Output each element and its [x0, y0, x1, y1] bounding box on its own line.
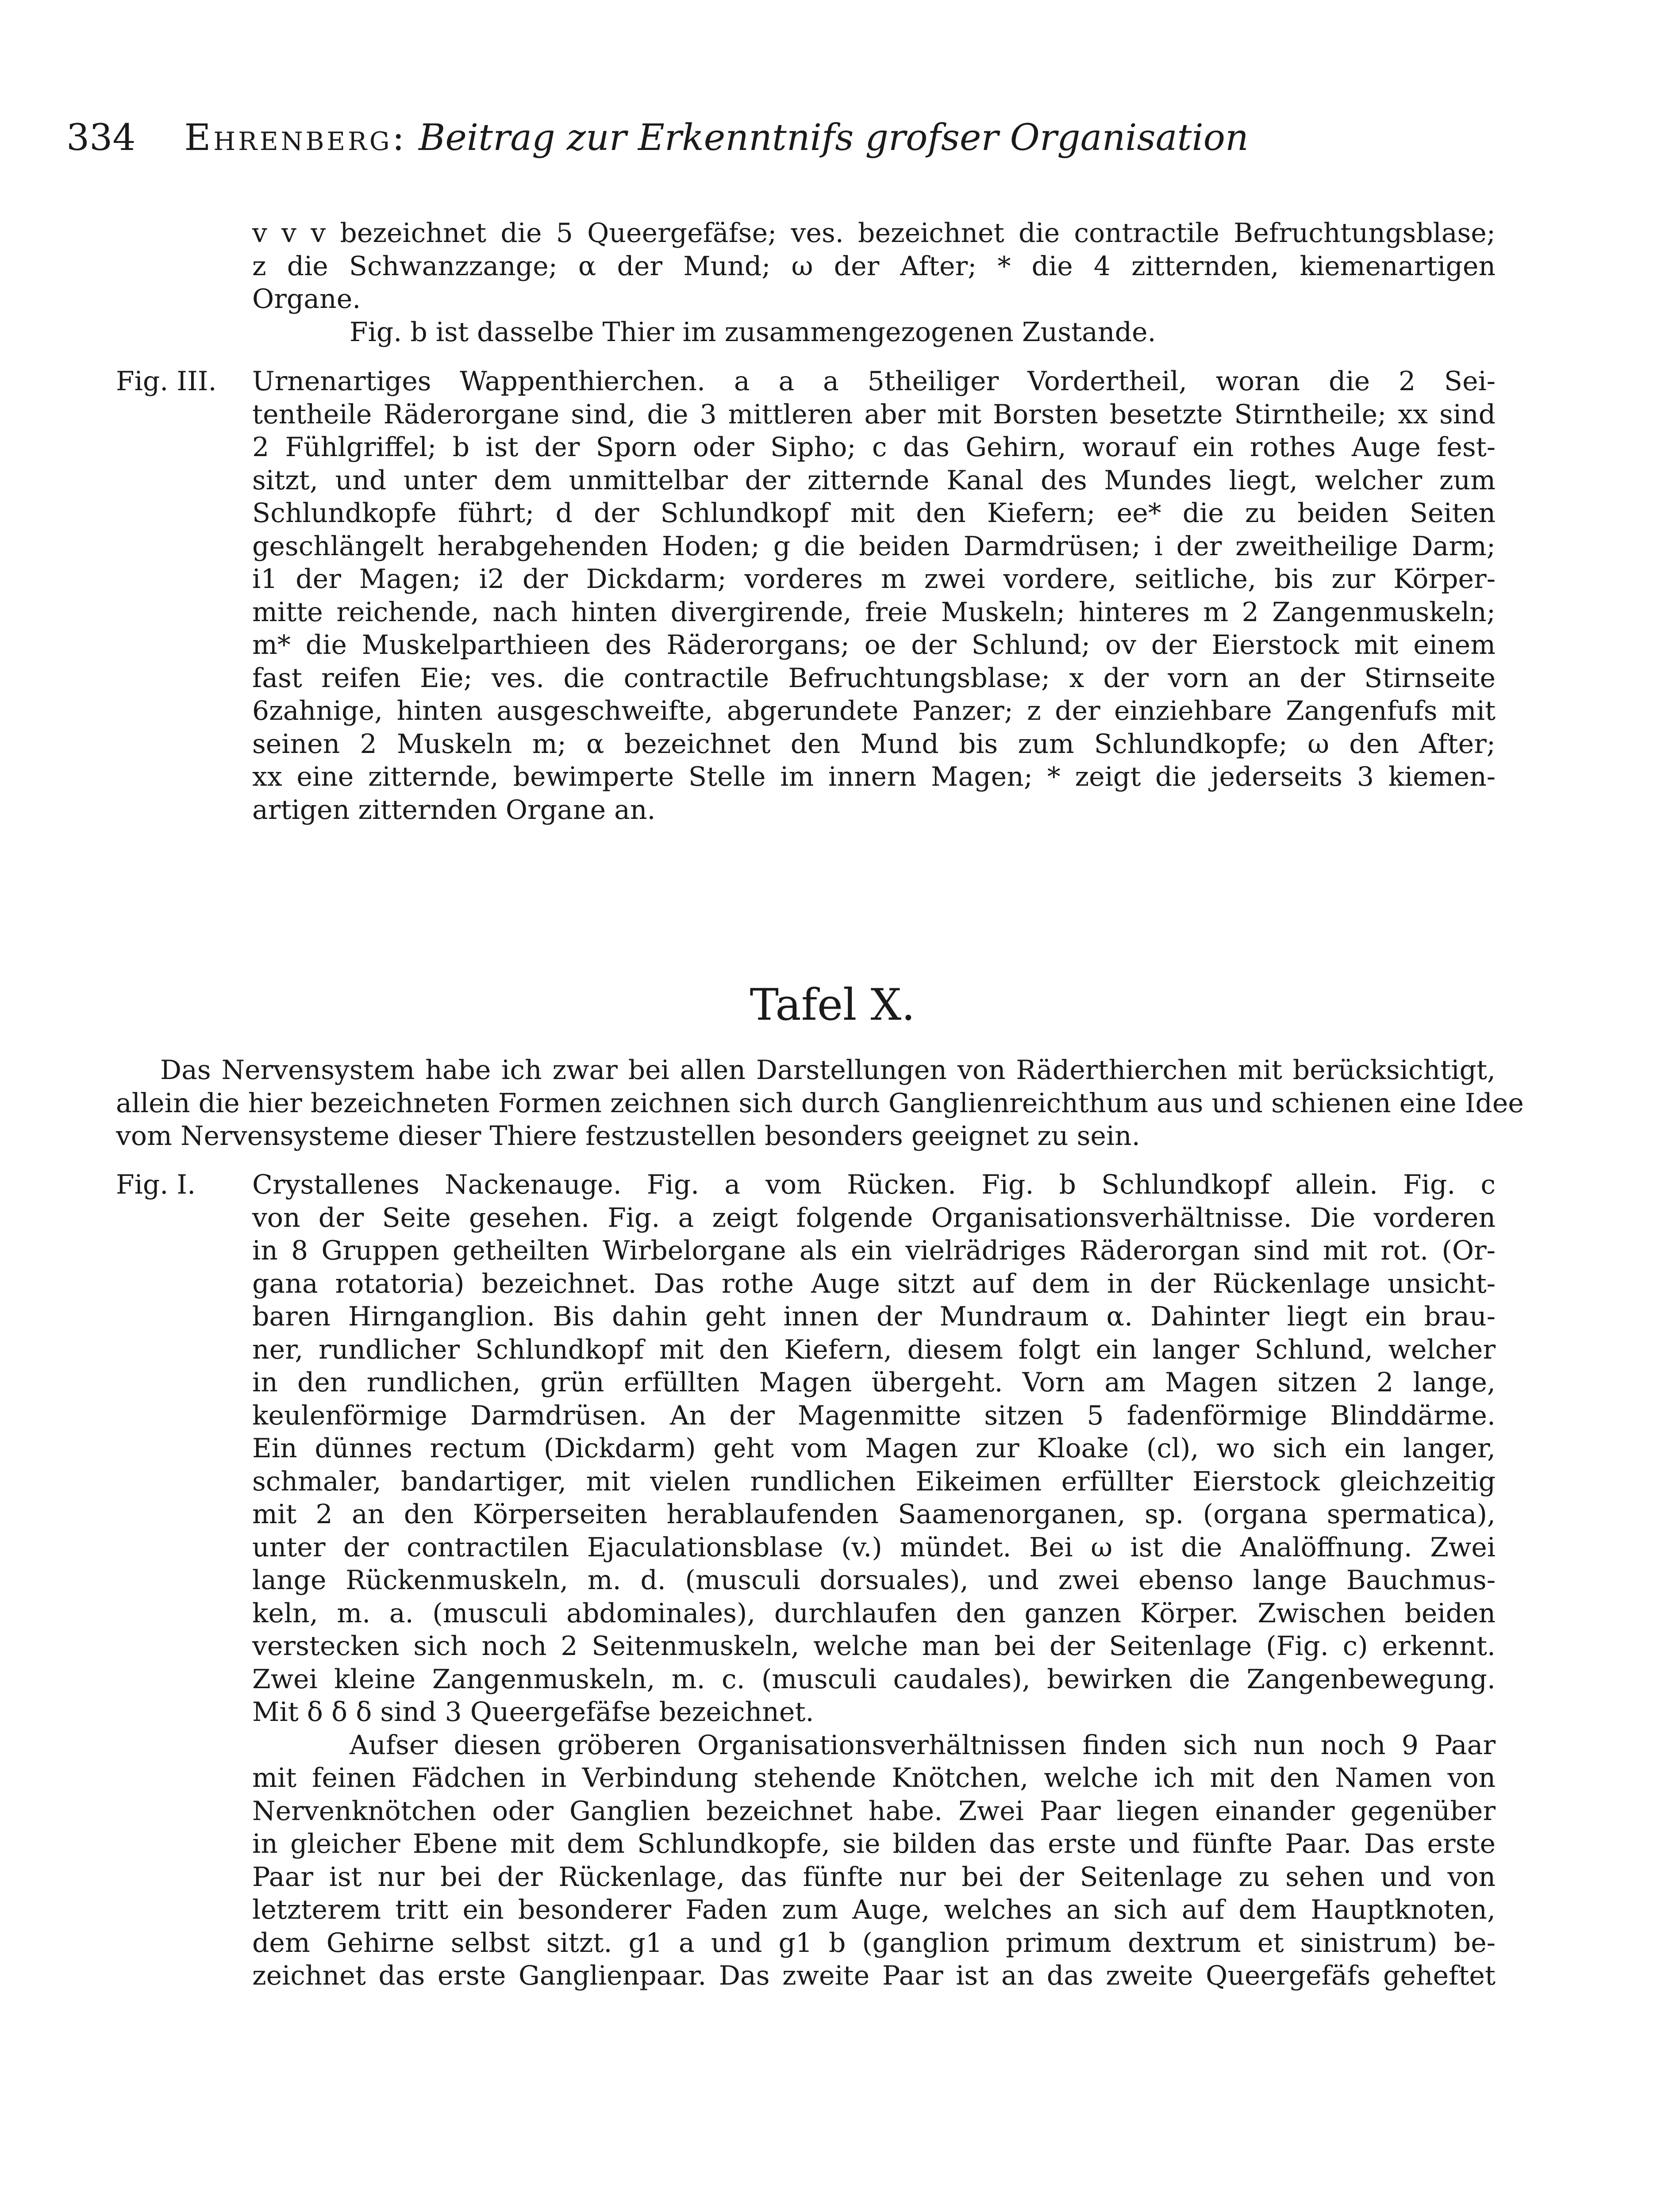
fig3-text [252, 365, 1496, 826]
text-line: verstecken sich noch 2 Seitenmuskeln, welche man bei der Seitenlage (Fig. c) erkennt. [252, 1631, 1496, 1662]
text-line: dem Gehirne selbst sitzt. g1 a und g1 b (ganglion primum dextrum et sinistrum) be- [252, 1927, 1496, 1959]
intro-paragraph [116, 1054, 1524, 1153]
text-line: Ein dünnes rectum (Dickdarm) geht vom Magen zur Kloake (cl), wo sich ein langer, [252, 1433, 1496, 1464]
text-line: ner, rundlicher Schlundkopf mit den Kiefern, diesem folgt ein langer Schlund, welcher [252, 1334, 1496, 1365]
running-head-title: Beitrag zur Erkenntnifs grofser Organisation [419, 117, 1249, 159]
running-head-author: Ehrenberg: [184, 117, 408, 159]
text-line: Mit δ δ δ sind 3 Queergefäfse bezeichnet. [252, 1697, 814, 1728]
fig1-label: Fig. I. [116, 1169, 196, 1200]
text-line: v v v bezeichnet die 5 Queergefäfse; ves. bezeichnet die contractile Befruchtungsblase; [252, 218, 1496, 249]
text-line: 6zahnige, hinten ausgeschweifte, abgerundete Panzer; z der einziehbare Zangenfufs mit [252, 695, 1496, 726]
text-line: lange Rückenmuskeln, m. d. (musculi dorsuales), und zwei ebenso lange Bauchmus- [252, 1565, 1496, 1596]
text-line: xx eine zitternde, bewimperte Stelle im innern Magen; * zeigt die jederseits 3 kiemen- [252, 761, 1496, 792]
text-line: Urnenartiges Wappenthierchen. a a a 5theiliger Vordertheil, woran die 2 Sei- [252, 366, 1496, 397]
text-line: keln, m. a. (musculi abdominales), durchlaufen den ganzen Körper. Zwischen beiden [252, 1598, 1496, 1629]
text-line: m* die Muskelparthieen des Räderorgans; oe der Schlund; ov der Eierstock mit einem [252, 630, 1496, 661]
fig3-label: Fig. III. [116, 366, 217, 397]
text-line: gana rotatoria) bezeichnet. Das rothe Auge sitzt auf dem in der Rückenlage unsicht- [252, 1268, 1496, 1299]
text-line: Paar ist nur bei der Rückenlage, das fünfte nur bei der Seitenlage zu sehen und von [252, 1861, 1496, 1893]
text-line: allein die hier bezeichneten Formen zeichnen sich durch Ganglienreichthum aus und schienen eine Idee [116, 1087, 1524, 1119]
fig1-text [252, 1168, 1496, 1993]
text-line: von der Seite gesehen. Fig. a zeigt folgende Organisationsverhältnisse. Die vorderen [252, 1202, 1496, 1233]
text-line: zeichnet das erste Ganglienpaar. Das zweite Paar ist an das zweite Queergefäfs geheftet [252, 1960, 1496, 1991]
text-line: mit 2 an den Körperseiten herablaufenden Saamenorganen, sp. (organa spermatica), [252, 1499, 1496, 1530]
text-line: seinen 2 Muskeln m; α bezeichnet den Mund bis zum Schlundkopfe; ω den After; [252, 728, 1496, 760]
text-line: tentheile Räderorgane sind, die 3 mittleren aber mit Borsten besetzte Stirntheile; xx sind [252, 399, 1496, 430]
text-line: i1 der Magen; i2 der Dickdarm; vorderes m zwei vordere, seitliche, bis zur Körper- [252, 564, 1496, 595]
text-line: Aufser diesen gröberen Organisationsverhältnissen finden sich nun noch 9 Paar [350, 1729, 1496, 1761]
text-line: in 8 Gruppen getheilten Wirbelorgane als ein vielrädriges Räderorgan sind mit rot. (Or- [252, 1235, 1496, 1266]
text-line: in den rundlichen, grün erfüllten Magen übergeht. Vorn am Magen sitzen 2 lange, [252, 1367, 1496, 1398]
text-line: vom Nervensysteme dieser Thiere festzustellen besonders geeignet zu sein. [116, 1121, 1140, 1152]
text-line: schmaler, bandartiger, mit vielen rundlichen Eikeimen erfüllter Eierstock gleichzeitig [252, 1466, 1496, 1497]
text-line: sitzt, und unter dem unmittelbar der zitternde Kanal des Mundes liegt, welcher zum [252, 465, 1496, 496]
text-line: fast reifen Eie; ves. die contractile Befruchtungsblase; x der vorn an der Stirnseite [252, 662, 1496, 694]
text-line: Das Nervensystem habe ich zwar bei allen Darstellungen von Räderthierchen mit berücksichtigt, [160, 1055, 1496, 1086]
text-line: in gleicher Ebene mit dem Schlundkopfe, sie bilden das erste und fünfte Paar. Das erste [252, 1828, 1496, 1859]
fig2-continuation [252, 217, 1496, 349]
text-line: baren Hirnganglion. Bis dahin geht innen der Mundraum α. Dahinter liegt ein brau- [252, 1301, 1496, 1332]
text-line: mit feinen Fädchen in Verbindung stehende Knötchen, welche ich mit den Namen von [252, 1763, 1496, 1793]
text-line: Zwei kleine Zangenmuskeln, m. c. (musculi caudales), bewirken die Zangenbewegung. [252, 1663, 1496, 1695]
text-line: letzterem tritt ein besonderer Faden zum Auge, welches an sich auf dem Hauptknoten, [252, 1894, 1496, 1925]
section-heading: Tafel X. [750, 980, 915, 1030]
text-line: geschlängelt herabgehenden Hoden; g die beiden Darmdrüsen; i der zweitheilige Darm; [252, 530, 1496, 562]
fig-b-caption: Fig. b ist dasselbe Thier im zusammengezogenen Zustande. [350, 316, 1156, 348]
text-line: z die Schwanzzange; α der Mund; ω der After; * die 4 zitternden, kiemenartigen [252, 250, 1496, 282]
text-line: Crystallenes Nackenauge. Fig. a vom Rücken. Fig. b Schlundkopf allein. Fig. c [252, 1169, 1496, 1200]
text-line: 2 Fühlgriffel; b ist der Sporn oder Sipho; c das Gehirn, worauf ein rothes Auge fest- [252, 432, 1496, 463]
text-line: Organe. [252, 284, 361, 315]
page-number: 334 [66, 117, 136, 159]
text-line: artigen zitternden Organe an. [252, 794, 656, 826]
running-head [66, 116, 1606, 160]
text-line: unter der contractilen Ejaculationsblase (v.) mündet. Bei ω ist die Analöffnung. Zwei [252, 1532, 1496, 1563]
text-line: keulenförmige Darmdrüsen. An der Magenmitte sitzen 5 fadenförmige Blinddärme. [252, 1400, 1496, 1431]
text-line: Nervenknötchen oder Ganglien bezeichnet habe. Zwei Paar liegen einander gegenüber [252, 1795, 1496, 1827]
text-line: mitte reichende, nach hinten divergirende, freie Muskeln; hinteres m 2 Zangenmuskeln; [252, 596, 1496, 628]
text-line: Schlundkopfe führt; d der Schlundkopf mit den Kiefern; ee* die zu beiden Seiten [252, 498, 1496, 529]
